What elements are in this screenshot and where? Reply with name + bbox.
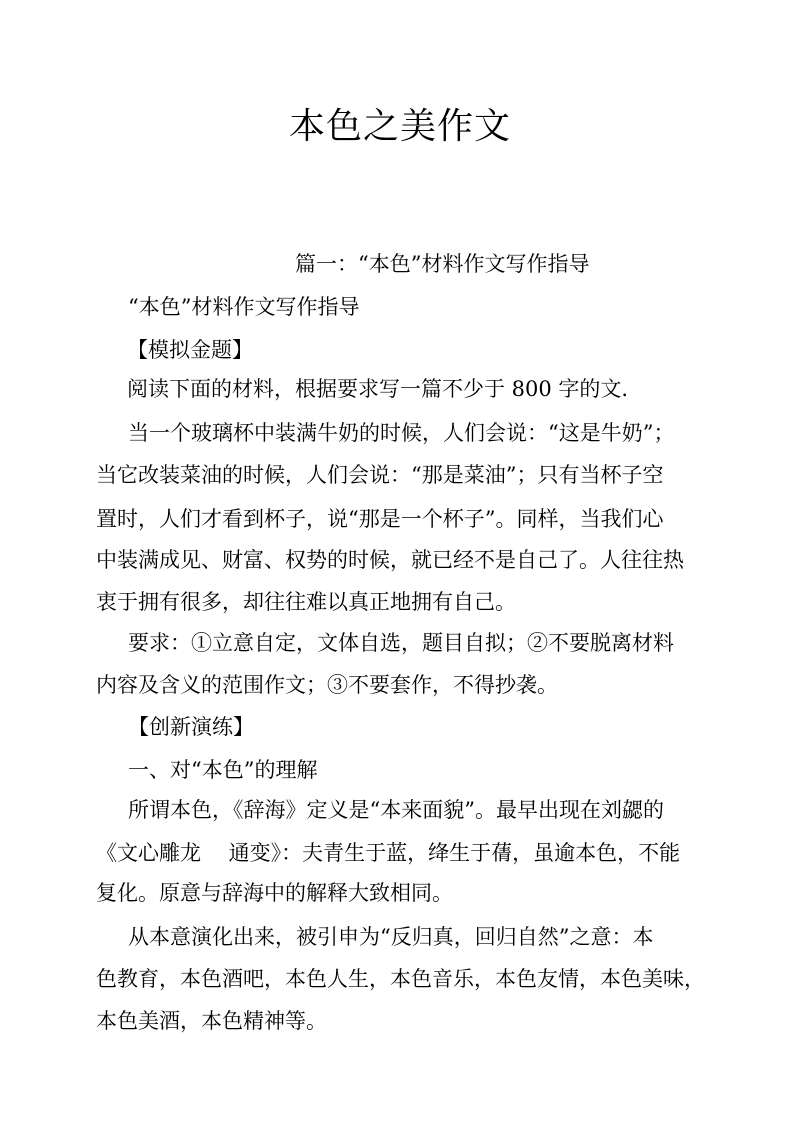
text-line: 《文心雕龙 通变》：夫青生于蓝，绛生于蒨，虽逾本色，不能	[96, 841, 681, 865]
text-line: 衷于拥有很多，却往往难以真正地拥有自己。	[96, 590, 516, 614]
section-heading: 篇一：“本色”材料作文写作指导	[295, 252, 590, 276]
text-line: 内容及含义的范围作文；③不要套作，不得抄袭。	[96, 673, 558, 697]
text-line: 当它改装菜油的时候，人们会说：“那是菜油”；只有当杯子空	[96, 463, 664, 487]
text-line: 当一个玻璃杯中装满牛奶的时候，人们会说：“这是牛奶”；	[128, 421, 675, 445]
text-line: 中装满成见、财富、权势的时候，就已经不是自己了。人往往热	[96, 548, 684, 572]
text-line: 【创新演练】	[128, 715, 254, 739]
document-title: 本色之美作文	[288, 106, 511, 147]
text-line: 复化。原意与辞海中的解释大致相同。	[96, 881, 453, 905]
text-line: 色教育，本色酒吧，本色人生，本色音乐，本色友情，本色美味，	[96, 967, 705, 991]
text-line: 本色美酒，本色精神等。	[96, 1009, 327, 1033]
text-line: 一、对“本色”的理解	[128, 758, 318, 782]
text-line: 阅读下面的材料，根据要求写一篇不少于 800 字的文.	[127, 377, 629, 401]
text-line: 要求：①立意自定，文体自选，题目自拟；②不要脱离材料	[128, 631, 674, 655]
text-line: “本色”材料作文写作指导	[128, 295, 360, 319]
text-line: 置时，人们才看到杯子，说“那是一个杯子”。同样，当我们心	[96, 507, 664, 531]
text-line: 从本意演化出来，被引申为“反归真，回归自然”之意：本	[128, 925, 654, 949]
text-line: 【模拟金题】	[127, 338, 253, 362]
text-line: 所谓本色，《辞海》定义是“本来面貌”。最早出现在刘勰的	[128, 798, 664, 822]
